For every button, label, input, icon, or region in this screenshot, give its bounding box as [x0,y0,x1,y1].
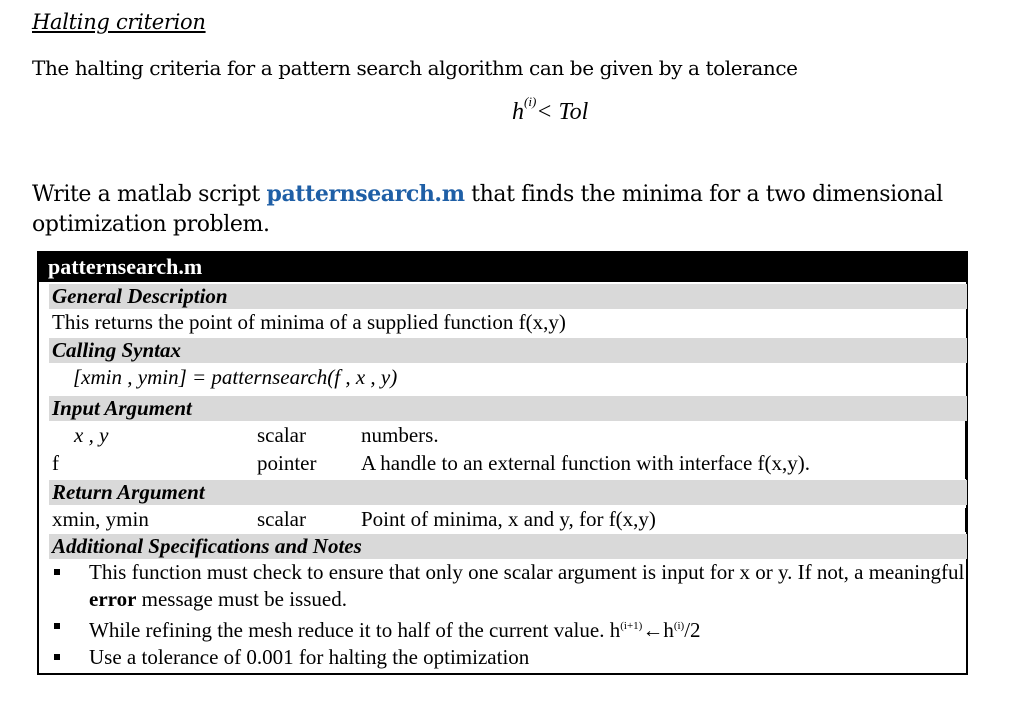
return-name: xmin, ymin [52,507,149,531]
spec-title: patternsearch.m [37,251,968,282]
input-argument-header: Input Argument [49,396,967,421]
note1-before: This function must check to ensure that only one scalar argument is input for x or y. If not, a meaningful [89,560,965,584]
input-row [49,423,967,448]
input-type: pointer [257,451,317,475]
note2-sup2: (i) [673,620,685,632]
general-description-text: This returns the point of minima of a supplied function f(x,y) [52,310,566,334]
list-item [49,613,967,644]
input-type: scalar [257,423,306,447]
input-row [49,451,967,476]
calling-syntax-text [49,365,967,390]
notes-header: Additional Specifications and Notes [49,534,967,559]
task-paragraph [32,179,992,240]
note2-sup1: (i+1) [620,620,643,632]
notes-list [49,559,967,671]
formula-rest: < Tol [536,99,589,125]
section-heading: Halting criterion [32,10,206,34]
calling-syntax-math: [xmin , ymin] = patternsearch(f , x , y) [73,365,398,389]
task-before: Write a matlab script [32,182,267,207]
input-right-border [965,421,967,479]
input-desc: numbers. [361,423,439,447]
calling-syntax-header: Calling Syntax [49,338,967,363]
input-desc: A handle to an external function with interface f(x,y). [361,451,810,475]
return-argument-header: Return Argument [49,480,967,505]
input-name: x , y [74,423,109,447]
halting-formula [512,94,589,126]
return-desc: Point of minima, x and y, for f(x,y) [361,507,656,531]
formula-base: h [512,99,524,125]
intro-paragraph: The halting criteria for a pattern search algorithm can be given by a tolerance [32,56,798,80]
note2-text: While refining the mesh reduce it to half of the current value. h [89,618,621,642]
note3: Use a tolerance of 0.001 for halting the optimization [89,645,530,669]
general-description-header: General Description [49,284,967,309]
list-item [49,644,967,671]
formula-superscript: (i) [524,94,537,109]
return-type: scalar [257,507,306,531]
note2-mid: ←h [642,618,674,642]
return-right-border [965,508,967,532]
spec-table [37,251,968,675]
bullet-icon [54,569,60,575]
note1-bold: error [89,587,137,611]
bullet-icon [54,623,60,629]
return-row [49,507,967,532]
list-item [49,559,967,613]
note1-after: message must be issued. [136,587,347,611]
script-name: patternsearch.m [266,181,465,207]
bullet-icon [54,654,60,660]
note2-end: /2 [684,618,701,642]
input-name: f [52,451,59,475]
task-after: that finds the minima for a two dimensional optimization problem. [32,182,943,237]
